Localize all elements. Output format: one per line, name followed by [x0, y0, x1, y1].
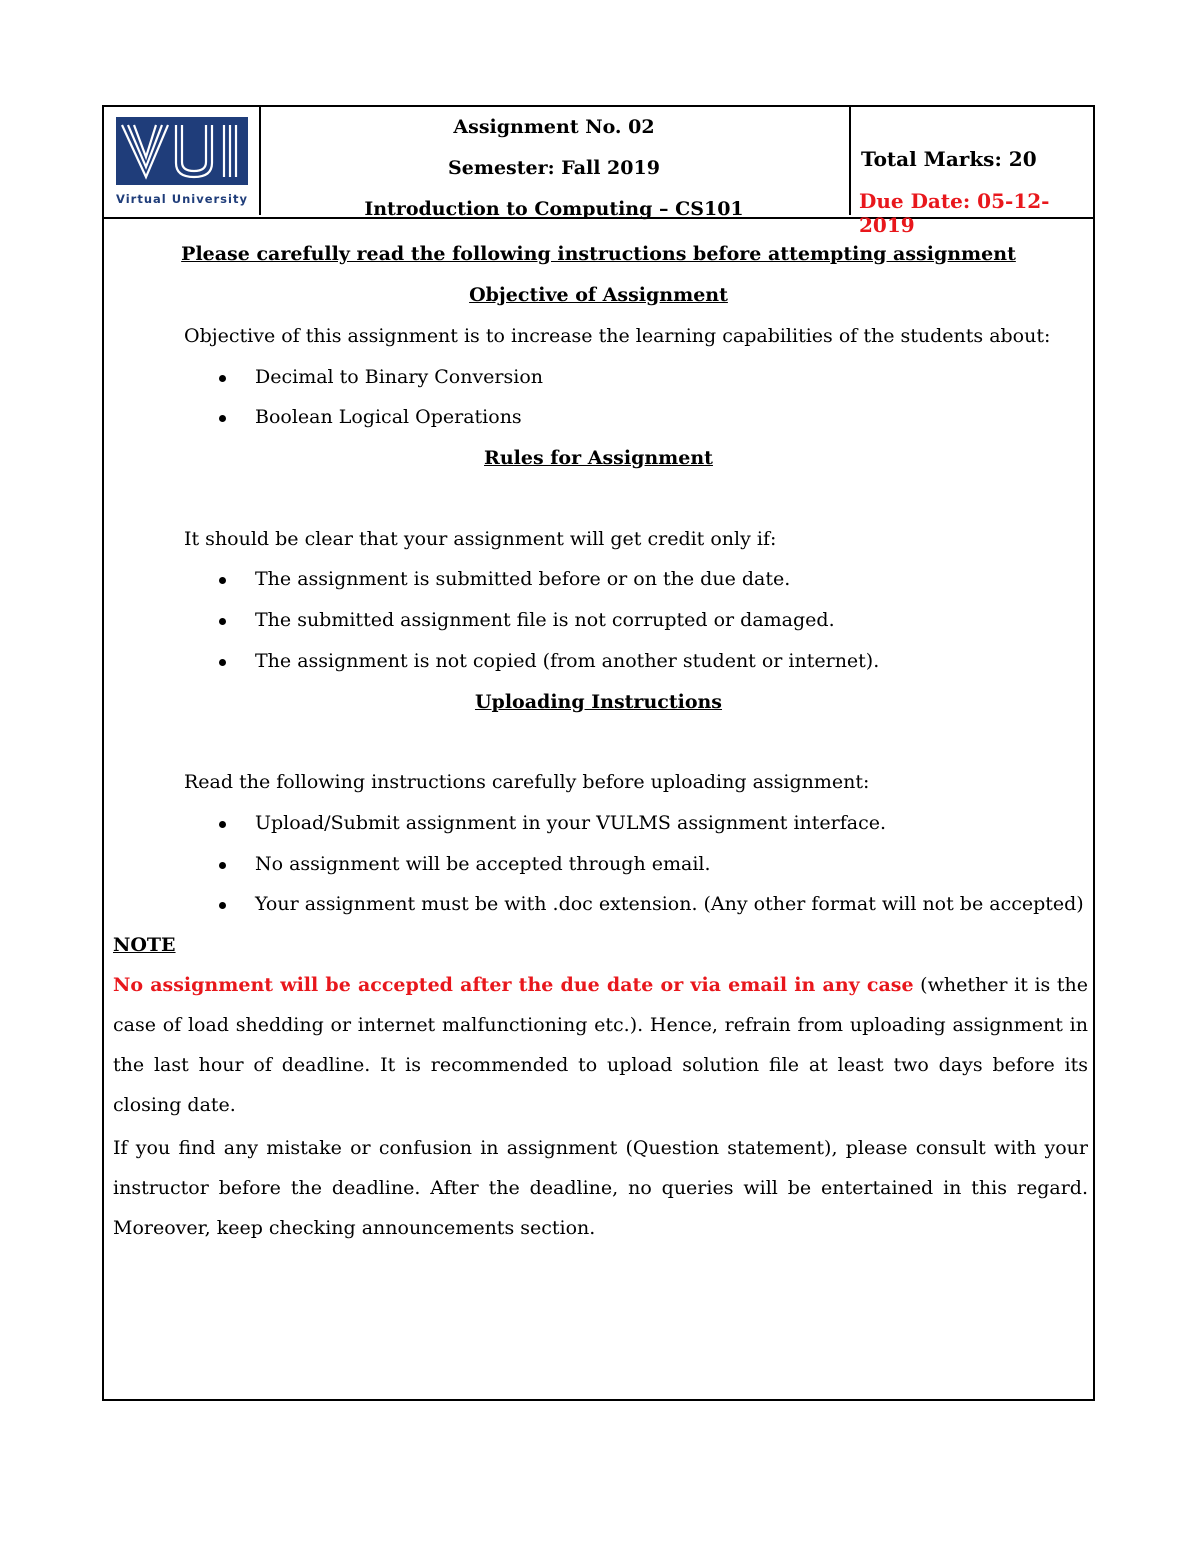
note-paragraph: [113, 965, 1088, 1125]
vu-logo: [116, 117, 248, 209]
objective-intro: Objective of this assignment is to increase the learning capabilities of the students about:: [184, 325, 1051, 347]
rules-intro: It should be clear that your assignment will get credit only if:: [184, 528, 777, 550]
svg-text:Virtual University: Virtual University: [116, 192, 248, 206]
bullet-icon: [219, 659, 226, 666]
total-marks: Total Marks: 20: [861, 147, 1037, 171]
bullet-icon: [219, 902, 226, 909]
bullet-icon: [219, 821, 226, 828]
uploading-heading: Uploading Instructions: [474, 691, 723, 713]
instructions-heading: Please carefully read the following instructions before attempting assignment: [181, 243, 1016, 265]
header-table: [104, 107, 1093, 237]
due-date: Due Date: 05-12-2019: [859, 189, 1050, 237]
bullet-icon: [219, 862, 226, 869]
bullet-icon: [219, 375, 226, 382]
title-cell: [259, 107, 851, 220]
note-rest: (whether it is the case of load shedding or internet malfunctioning etc.). Hence, refrain from uploading assignment in the last hour of deadline. It is recommended to upload solution file at least two days before its closing date.: [113, 974, 1089, 1116]
bullet-icon: [219, 415, 226, 422]
note-label: NOTE: [113, 934, 176, 956]
logo-cell: [104, 107, 261, 215]
note-paragraph-2: If you find any mistake or confusion in assignment (Question statement), please consult with your instructor before the deadline. After the deadline, no queries will be entertained in this regard. Moreover, keep checking announcements section.: [113, 1137, 1088, 1239]
uploading-intro: Read the following instructions carefully before uploading assignment:: [184, 771, 870, 793]
bullet-icon: [219, 577, 226, 584]
semester: Semester: Fall 2019: [448, 157, 660, 179]
rules-heading: Rules for Assignment: [484, 447, 713, 469]
assignment-number: Assignment No. 02: [453, 116, 655, 138]
note-warning: No assignment will be accepted after the due date or via email in any case: [113, 974, 914, 996]
objective-heading: Objective of Assignment: [469, 284, 728, 306]
marks-cell: [851, 107, 1093, 237]
bullet-icon: [219, 618, 226, 625]
course-title: Introduction to Computing – CS101: [364, 198, 744, 220]
assignment-frame: Virtual University Assignment No. 02 Semester: Fall 2019 Introduction to Computing – CS101 Total Marks: 20 Due Date: 05-12-2019 Please carefully read the following instructions before attempting assignment Objective of Assignment Objective of this assignment is to increase the learning capabilities of the students about: Decimal to Binary Conversion Boolean Logical Operations Rules for Assignment It should be clear that your assignment will get credit only if: The assignment is submitted before or on the due date. The submitted assignment file is not corrupted or damaged. The assignment is not copied (from another student or internet). Uploading Instructions Read the following instructions carefully before uploading assignment: Upload/Submit assignment in your VULMS assignment interface. No assignment will be accepted through email. Your assignment must be with .doc extension. (Any other format will not be accepted) NOTE No assignment will be accepted after the due date or via email in any case (whether it is the case of load shedding or internet malfunctioning etc.). Hence, refrain from uploading assignment in the last hour of deadline. It is recommended to upload solution file at least two days before its closing date. If you find any mistake or confusion in assignment (Question statement), please consult with your instructor before the deadline. After the deadline, no queries will be entertained in this regard. Moreover, keep checking announcements section.: [102, 105, 1095, 1401]
